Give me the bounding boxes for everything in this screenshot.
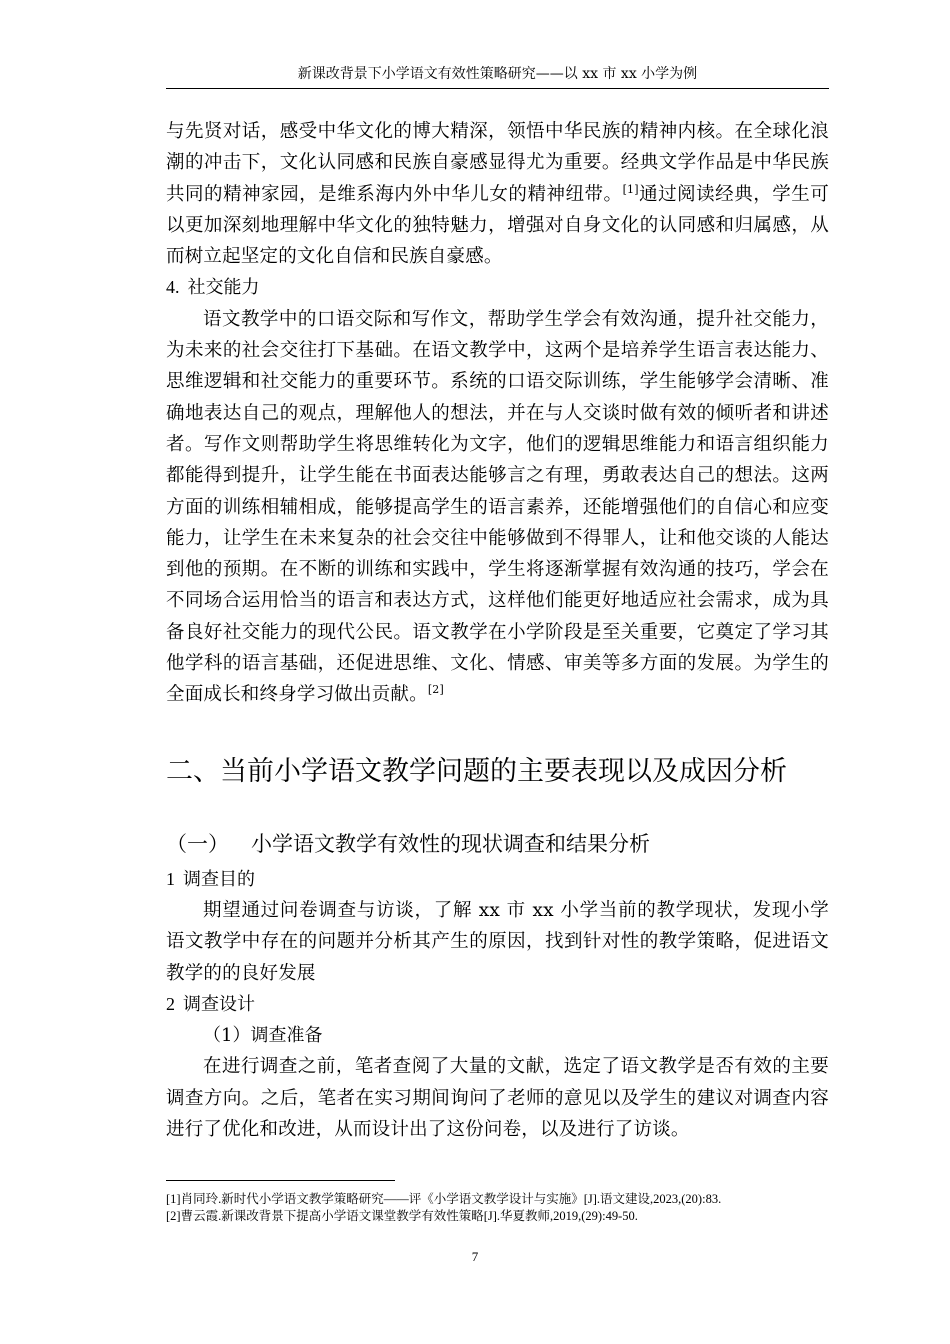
subsection-number: 1 [166, 868, 175, 889]
paragraph-culture-continued [166, 116, 829, 272]
paragraph-preparation: 在进行调查之前，笔者查阅了大量的文献，选定了语文教学是否有效的主要调查方向。之后，笔者在实习期间询问了老师的意见以及学生的建议对调查内容进行了优化和改进，从而设计出了这份问卷，以及进行了访谈。 [166, 1056, 829, 1141]
section-heading-social [166, 272, 829, 303]
section-title: 小学语文教学有效性的现状调查和结果分析 [251, 831, 650, 856]
footnote-1: [1]肖同玲.新时代小学语文教学策略研究——评《小学语文教学设计与实施》[J].语文建设,2023,(20):83. [166, 1192, 722, 1206]
paragraph-purpose: 期望通过问卷调查与访谈，了解 xx 市 xx 小学当前的教学现状，发现小学语文教学中存在的问题并分析其产生的原因，找到针对性的教学策略，促进语文教学的的良好发展 [166, 899, 829, 984]
page-body [166, 116, 829, 1145]
section-title: 社交能力 [187, 277, 260, 299]
running-header: 新课改背景下小学语文有效性策略研究——以 xx 市 xx 小学为例 [297, 66, 698, 82]
page-number: 7 [471, 1249, 479, 1264]
chapter-heading: 二、当前小学语文教学问题的主要表现以及成因分析 [166, 755, 787, 787]
header-rule [166, 88, 829, 89]
citation-1[interactable]: [1] [622, 182, 639, 196]
subsection-title: 调查目的 [183, 868, 255, 890]
section-number: 4. [166, 277, 180, 298]
section-number: （一） [166, 831, 229, 856]
paragraph-text: 与先贤对话，感受中华文化的博大精深，领悟中华民族的精神内核。在全球化浪潮的冲击下，文化认同感和民族自豪感显得尤为重要。经典文学作品是中华民族共同的精神家园，是维系海内外中华儿女的精神纽带。 [166, 121, 829, 205]
paragraph-text: 通过阅读经典，学生可以更加深刻地理解中华文化的独特魅力，增强对自身文化的认同感和归属感，从而树立起坚定的文化自信和民族自豪感。 [166, 183, 829, 268]
footnotes [166, 1191, 846, 1225]
section-heading [166, 828, 829, 860]
paragraph-social [166, 304, 829, 711]
subsection-heading-purpose [166, 864, 829, 895]
citation-2[interactable]: [2] [427, 683, 444, 697]
subsection-heading-design [166, 989, 829, 1020]
sub-subsection-heading-preparation: （1）调查准备 [203, 1025, 323, 1047]
footnote-2: [2]曹云霞.新课改背景下提高小学语文课堂教学有效性策略[J].华夏教师,2019,(29):49-50. [166, 1209, 638, 1223]
footnote-rule [166, 1180, 395, 1181]
subsection-title: 调查设计 [183, 993, 255, 1015]
paragraph-text: 语文教学中的口语交际和写作文，帮助学生学会有效沟通，提升社交能力，为未来的社会交往打下基础。在语文教学中，这两个是培养学生语言表达能力、思维逻辑和社交能力的重要环节。系统的口语交际训练，学生能够学会清晰、准确地表达自己的观点，理解他人的想法，并在与人交谈时做有效的倾听者和讲述者。写作文则帮助学生将思维转化为文字，他们的逻辑思维能力和语言组织能力都能得到提升，让学生能在书面表达能够言之有理，勇敢表达自己的想法。这两方面的训练相辅相成，能够提高学生的语言素养，还能增强他们的自信心和应变能力，让学生在未来复杂的社会交往中能够做到不得罪人，让和他交谈的人能达到他的预期。在不断的训练和实践中，学生将逐渐掌握有效沟通的技巧，学会在不同场合运用恰当的语言和表达方式，这样他们能更好地适应社会需求，成为具备良好社交能力的现代公民。语文教学在小学阶段是至关重要，它奠定了学习其他学科的语言基础，还促进思维、文化、情感、审美等多方面的发展。为学生的全面成长和终身学习做出贡献。 [166, 308, 829, 706]
subsection-number: 2 [166, 993, 175, 1014]
